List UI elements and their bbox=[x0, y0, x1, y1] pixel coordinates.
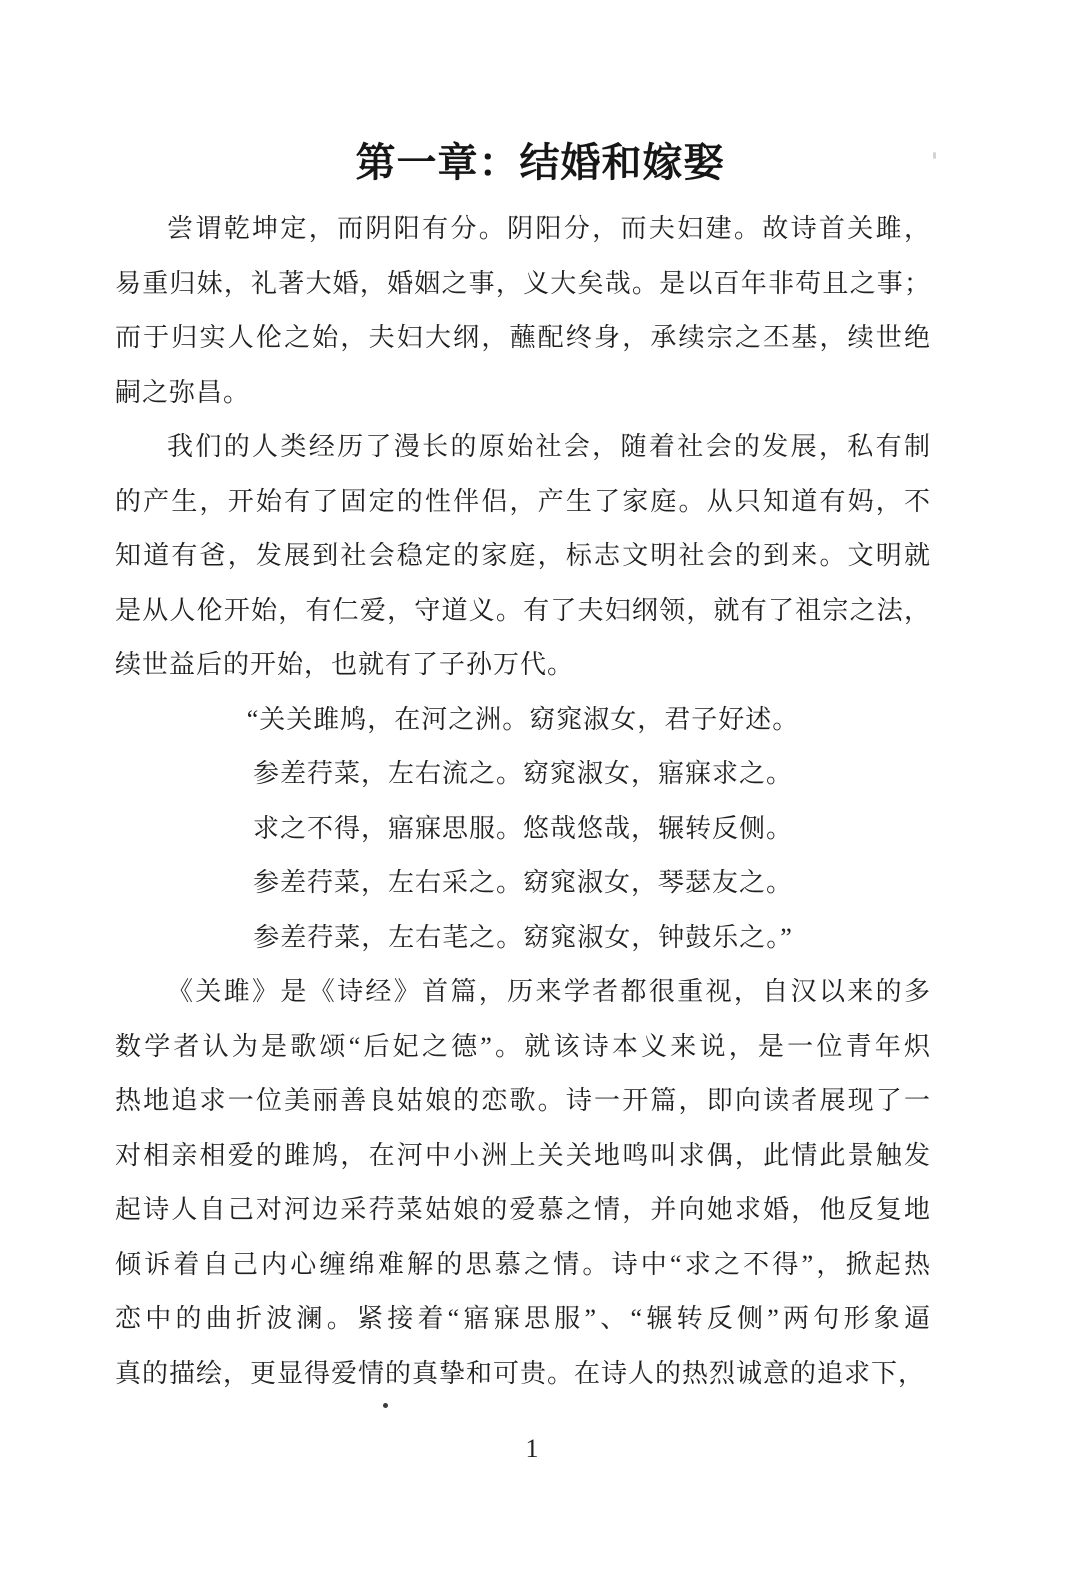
text-line: 我们的人类经历了漫长的原始社会，随着社会的发展，私有制 bbox=[167, 432, 931, 461]
paragraph-3 bbox=[115, 965, 931, 1401]
chapter-title: 第一章：结婚和嫁娶 bbox=[355, 140, 725, 185]
text-line: 真的描绘，更显得爱情的真挚和可贵。在诗人的热烈诚意的追求下， bbox=[115, 1358, 926, 1388]
text-line: 易重归妹，礼著大婚，婚姻之事，义大矣哉。是以百年非苟且之事； bbox=[115, 268, 931, 298]
text-line: 尝谓乾坤定，而阴阳有分。阴阳分，而夫妇建。故诗首关雎， bbox=[167, 214, 931, 243]
text-line: 倾诉着自己内心缠绵难解的思慕之情。诗中“求之不得”，掀起热 bbox=[115, 1249, 931, 1279]
poem-line: 参差荇菜，左右流之。窈窕淑女，寤寐求之。 bbox=[252, 759, 793, 788]
text-line: 续世益后的开始，也就有了子孙万代。 bbox=[115, 650, 575, 679]
text-line: 而于归实人伦之始，夫妇大纲，蘸配终身，承续宗之丕基，续世绝 bbox=[115, 323, 931, 352]
poem-line: 参差荇菜，左右采之。窈窕淑女，琴瑟友之。 bbox=[252, 868, 793, 897]
text-line: 《关雎》是《诗经》首篇，历来学者都很重视，自汉以来的多 bbox=[167, 977, 931, 1006]
corner-ink-mark bbox=[933, 152, 936, 159]
text-line: 嗣之弥昌。 bbox=[115, 377, 251, 407]
poem-line: “关关雎鸠，在河之洲。窈窕淑女，君子好述。 bbox=[246, 704, 800, 734]
text-line: 的产生，开始有了固定的性伴侣，产生了家庭。从只知道有妈，不 bbox=[115, 486, 931, 516]
text-line: 知道有爸，发展到社会稳定的家庭，标志文明社会的到来。文明就 bbox=[115, 541, 931, 570]
text-line: 对相亲相爱的雎鸠，在河中小洲上关关地鸣叫求偶，此情此景触发 bbox=[115, 1140, 931, 1170]
text-line: 热地追求一位美丽善良姑娘的恋歌。诗一开篇，即向读者展现了一 bbox=[115, 1086, 931, 1115]
poem-line: 求之不得，寤寐思服。悠哉悠哉，辗转反侧。 bbox=[252, 813, 793, 843]
body-text bbox=[115, 202, 931, 1401]
paragraph-2 bbox=[115, 420, 931, 693]
stray-ink-dot bbox=[383, 1403, 388, 1408]
page-number: 1 bbox=[525, 1434, 539, 1463]
poem-quote bbox=[115, 693, 931, 966]
text-line: 数学者认为是歌颂“后妃之德”。就该诗本义来说，是一位青年炽 bbox=[115, 1031, 931, 1061]
paragraph-1 bbox=[115, 202, 931, 420]
text-line: 恋中的曲折波澜。紧接着“寤寐思服”、“辗转反侧”两句形象逼 bbox=[115, 1304, 931, 1333]
text-line: 是从人伦开始，有仁爱，守道义。有了夫妇纲领，就有了祖宗之法， bbox=[115, 595, 931, 625]
poem-line: 参差荇菜，左右芼之。窈窕淑女，钟鼓乐之。” bbox=[253, 922, 793, 952]
text-line: 起诗人自己对河边采荇菜姑娘的爱慕之情，并向她求婚，他反复地 bbox=[115, 1195, 931, 1224]
